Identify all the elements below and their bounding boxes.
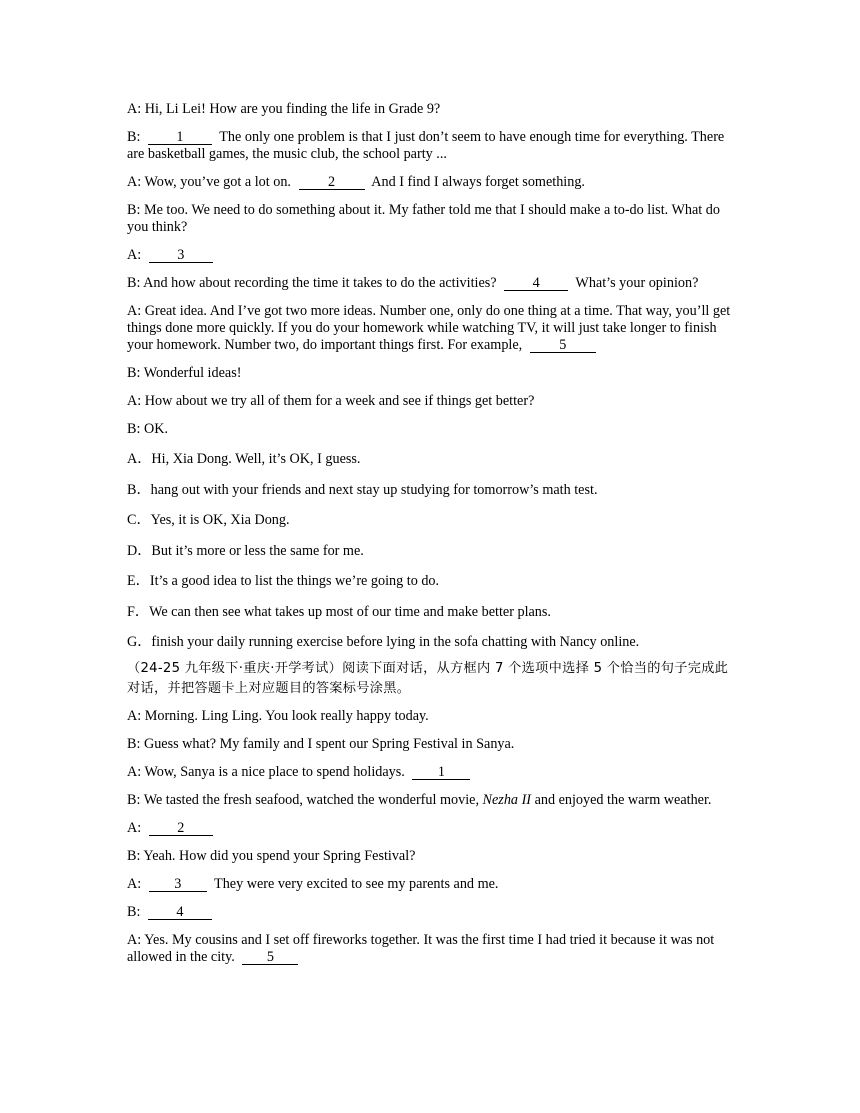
line-text: and enjoyed the warm weather.	[531, 792, 712, 808]
movie-title: Nezha II	[482, 792, 532, 808]
answer-blank[interactable]: 5	[530, 338, 596, 353]
dialogue-line	[127, 202, 740, 236]
dialogue-line	[127, 129, 740, 163]
answer-blank[interactable]: 4	[148, 905, 212, 920]
dialogue-line	[127, 247, 740, 264]
line-text: B: OK.	[127, 421, 168, 437]
dialogue-line	[127, 764, 740, 781]
line-text: A:	[127, 247, 145, 263]
dialogue-2	[127, 708, 740, 966]
dialogue-line	[127, 876, 740, 893]
line-text: A: Hi, Li Lei! How are you finding the life in Grade 9?	[127, 101, 441, 117]
line-text: A: Yes. My cousins and I set off fireworks together. It was the first time I had tried it because it was not allowed in the city.	[127, 932, 715, 965]
option-item: D．But it’s more or less the same for me.	[127, 542, 364, 559]
option-item: E．It’s a good idea to list the things we’re going to do.	[127, 573, 440, 589]
dialogue-line	[127, 792, 740, 809]
line-text: B:	[127, 129, 144, 145]
answer-blank[interactable]: 1	[412, 765, 470, 780]
line-text: B: And how about recording the time it takes to do the activities?	[127, 275, 501, 291]
dialogue-line	[127, 421, 740, 438]
answer-blank[interactable]: 3	[149, 877, 207, 892]
line-text: B: Wonderful ideas!	[127, 365, 242, 381]
option-item: A．Hi, Xia Dong. Well, it’s OK, I guess.	[127, 451, 361, 467]
line-text: A: Wow, Sanya is a nice place to spend holidays.	[127, 764, 409, 780]
dialogue-line	[127, 303, 740, 354]
option-item: G．finish your daily running exercise before lying in the sofa chatting with Nancy online.	[127, 634, 640, 650]
dialogue-line	[127, 275, 740, 292]
line-text: They were very excited to see my parents and me.	[210, 876, 499, 892]
dialogue-line	[127, 365, 740, 382]
question-instruction: （24-25 九年级下·重庆·开学考试）阅读下面对话，从方框内 7 个选项中选择 5 个恰当的句子完成此对话，并把答题卡上对应题目的答案标号涂黑。	[127, 661, 729, 696]
option-item: B．hang out with your friends and next stay up studying for tomorrow’s math test.	[127, 481, 598, 498]
option-item: C．Yes, it is OK, Xia Dong.	[127, 512, 290, 528]
dialogue-line	[127, 932, 740, 966]
dialogue-line	[127, 904, 740, 921]
option-item: F．We can then see what takes up most of our time and make better plans.	[127, 603, 551, 620]
dialogue-1	[127, 101, 740, 438]
dialogue-line	[127, 174, 740, 191]
line-text: The only one problem is that I just don’t seem to have enough time for everything. There are basketball games, the music club, the school party ...	[127, 129, 725, 162]
line-text: B:	[127, 904, 144, 920]
line-text: A:	[127, 876, 145, 892]
dialogue-line: B: Yeah. How did you spend your Spring Festival?	[127, 848, 416, 864]
answer-blank[interactable]: 4	[504, 276, 568, 291]
line-text: What’s your opinion?	[572, 275, 699, 291]
answer-blank[interactable]: 3	[149, 248, 213, 263]
options-list	[127, 451, 740, 651]
dialogue-line	[127, 393, 740, 410]
dialogue-line: B: Guess what? My family and I spent our Spring Festival in Sanya.	[127, 736, 515, 752]
answer-blank[interactable]: 2	[149, 821, 213, 836]
dialogue-line	[127, 820, 740, 837]
line-text: A: How about we try all of them for a week and see if things get better?	[127, 393, 535, 409]
line-text: A:	[127, 820, 145, 836]
dialogue-line	[127, 101, 740, 118]
line-text: B: Me too. We need to do something about it. My father told me that I should make a to-do list. What do you think?	[127, 202, 720, 235]
answer-blank[interactable]: 1	[148, 130, 212, 145]
dialogue-line: A: Morning. Ling Ling. You look really happy today.	[127, 708, 429, 724]
line-text: B: We tasted the fresh seafood, watched the wonderful movie,	[127, 792, 483, 808]
line-text: A: Great idea. And I’ve got two more ideas. Number one, only do one thing at a time. That way, you’ll get things done more quickly. If you do your homework while watching TV, it will just take longer to finish your homework. Number two, do important things first. For example,	[127, 303, 731, 353]
answer-blank[interactable]: 5	[242, 950, 298, 965]
line-text: A: Wow, you’ve got a lot on.	[127, 174, 295, 190]
answer-blank[interactable]: 2	[299, 175, 365, 190]
line-text: And I find I always forget something.	[368, 174, 585, 190]
